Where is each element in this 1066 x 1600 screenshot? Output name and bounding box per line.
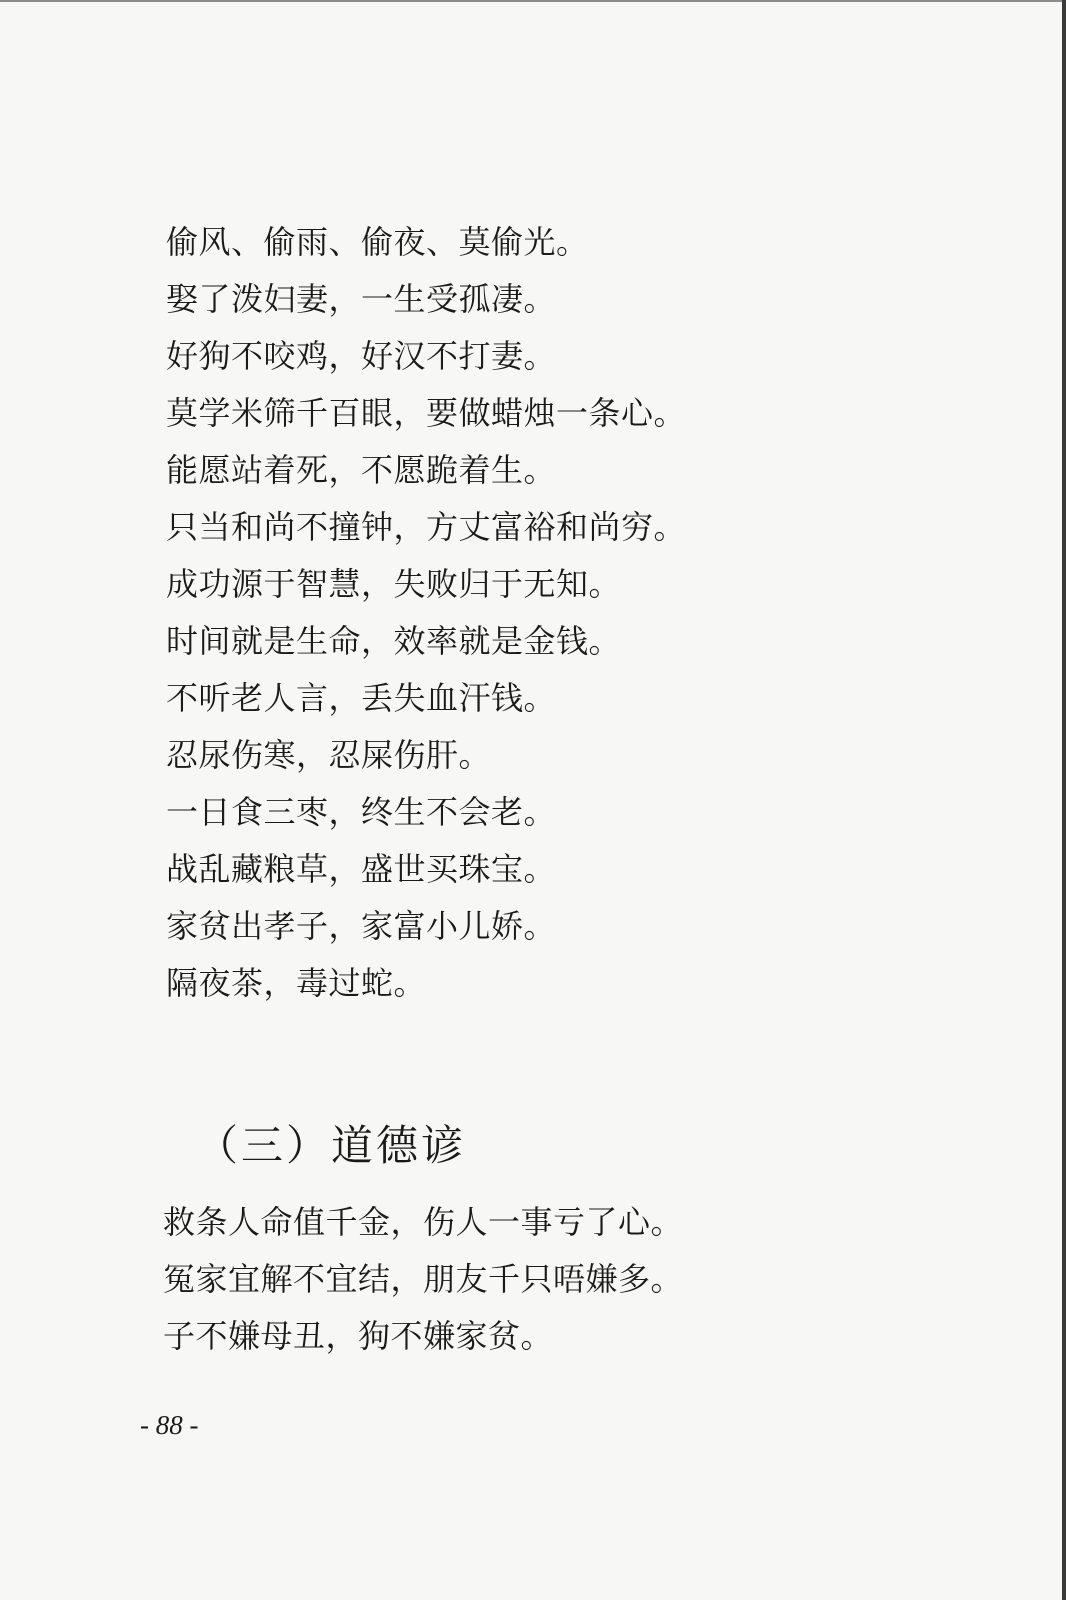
- proverb-line: 忍尿伤寒，忍屎伤肝。: [166, 736, 492, 774]
- proverb-line: 好狗不咬鸡，好汉不打妻。: [166, 337, 557, 375]
- proverb-list-part-one: [166, 214, 726, 1012]
- proverb-line: 只当和尚不撞钟，方丈富裕和尚穷。: [166, 508, 687, 546]
- proverb-line: 家贫出孝子，家富小儿娇。: [166, 907, 557, 945]
- right-scan-edge: [1062, 0, 1066, 1600]
- proverb-line: 冤家宜解不宜结，朋友千只唔嫌多。: [163, 1260, 684, 1298]
- proverb-line: 偷风、偷雨、偷夜、莫偷光。: [166, 223, 589, 261]
- section-heading: （三）道德谚: [196, 1121, 467, 1170]
- proverb-line: 不听老人言，丢失血汗钱。: [166, 679, 557, 717]
- proverb-line: 莫学米筛千百眼，要做蜡烛一条心。: [166, 394, 687, 432]
- proverb-line: 战乱藏粮草，盛世买珠宝。: [166, 850, 557, 888]
- proverb-list-part-two: [163, 1194, 723, 1365]
- proverb-line: 能愿站着死，不愿跪着生。: [166, 451, 557, 489]
- proverb-line: 救条人命值千金，伤人一事亏了心。: [163, 1203, 684, 1241]
- proverb-line: 隔夜茶，毒过蛇。: [166, 964, 427, 1002]
- proverb-line: 成功源于智慧，失败归于无知。: [166, 565, 622, 603]
- top-scan-edge: [0, 0, 1066, 2]
- proverb-line: 娶了泼妇妻，一生受孤凄。: [166, 280, 557, 318]
- proverb-line: 一日食三枣，终生不会老。: [166, 793, 557, 831]
- proverb-line: 子不嫌母丑，狗不嫌家贫。: [163, 1317, 554, 1355]
- proverb-line: 时间就是生命，效率就是金钱。: [166, 622, 622, 660]
- page-number: - 88 -: [140, 1410, 199, 1440]
